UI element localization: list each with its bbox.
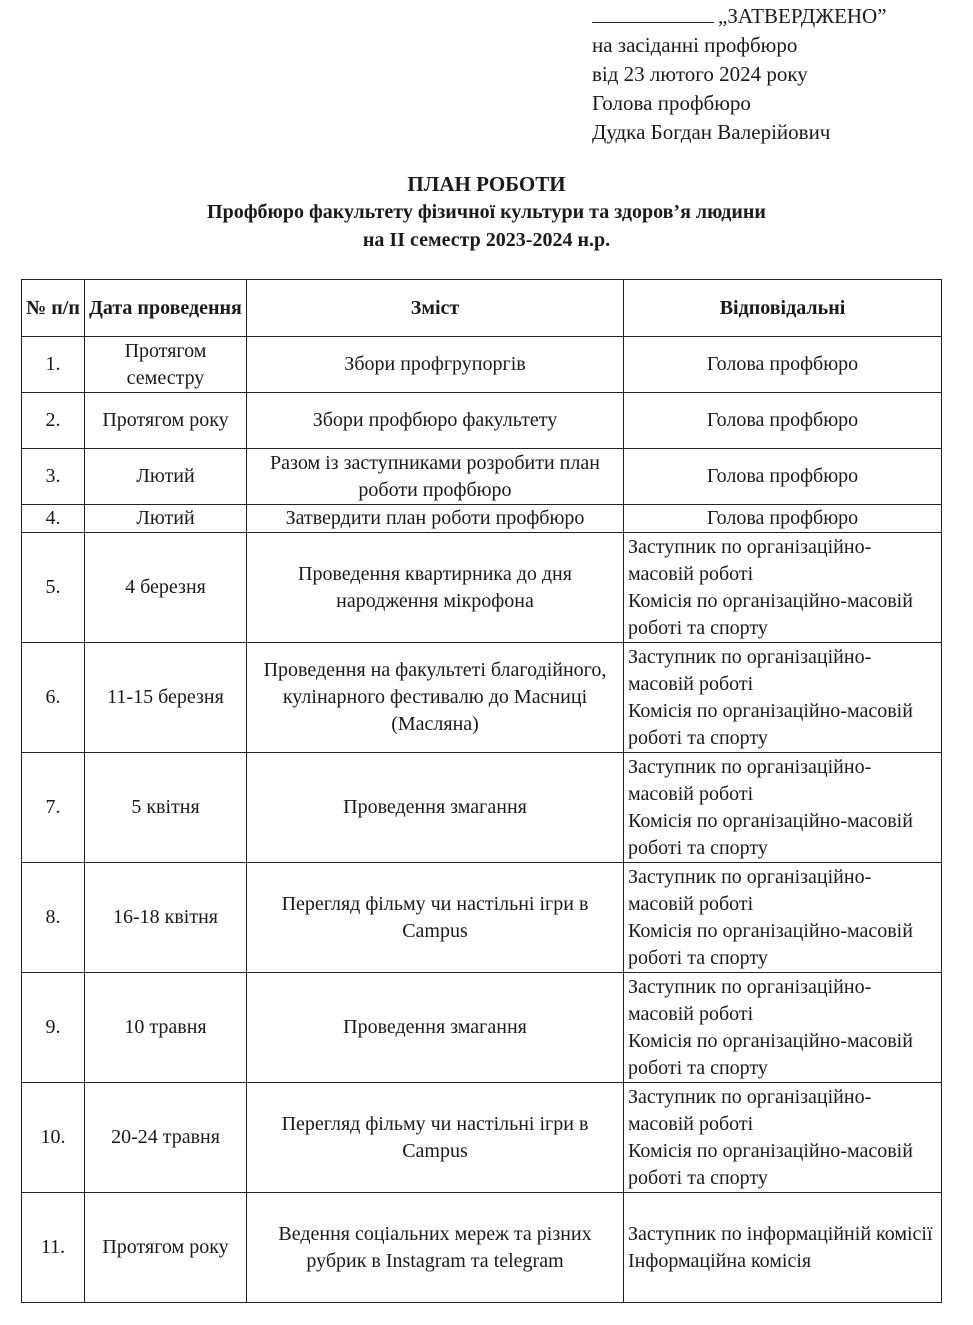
header-responsible: Відповідальні [624,280,942,337]
table-row [22,643,942,753]
row-number: 9. [22,973,85,1083]
row-date: 20-24 травня [85,1083,247,1193]
header-content: Зміст [247,280,624,337]
responsible-entry: Комісія по організаційно-масовій роботі та спорту [628,809,913,859]
approval-date: від 23 лютого 2024 року [592,62,808,86]
document-title [0,170,973,254]
row-content: Затвердити план роботи профбюро [247,505,624,533]
row-content: Проведення квартирника до дня народження мікрофона [247,533,624,643]
table-row [22,1193,942,1303]
row-number: 2. [22,393,85,449]
plan-period: на ІІ семестр 2023-2024 н.р. [362,229,611,251]
row-responsible [624,973,942,1083]
responsible-entry: Заступник по організаційно-масовій роботі [628,1085,872,1135]
row-date: 4 березня [85,533,247,643]
approval-meeting: на засіданні профбюро [592,33,798,57]
row-date: 5 квітня [85,753,247,863]
row-number: 10. [22,1083,85,1193]
row-responsible [624,1083,942,1193]
signature-line [592,4,714,23]
header-date: Дата проведення [85,280,247,337]
row-date: 10 травня [85,973,247,1083]
responsible-entry: Голова профбюро [706,465,859,487]
responsible-entry: Голова профбюро [706,409,859,431]
row-date: 16-18 квітня [85,863,247,973]
row-date: 11-15 березня [85,643,247,753]
table-row [22,753,942,863]
responsible-entry: Комісія по організаційно-масовій роботі та спорту [628,1029,913,1079]
plan-subtitle: Профбюро факультету фізичної культури та здоров’я людини [207,201,766,223]
row-responsible [624,753,942,863]
row-date: Лютий [85,505,247,533]
row-number: 6. [22,643,85,753]
row-responsible [624,1193,942,1303]
table-row [22,1083,942,1193]
row-number: 11. [22,1193,85,1303]
plan-title: ПЛАН РОБОТИ [407,172,566,196]
table-header-row [22,280,942,337]
responsible-entry: Заступник по організаційно-масовій роботі [628,975,872,1025]
row-content: Збори профбюро факультету [247,393,624,449]
row-date: Лютий [85,449,247,505]
responsible-entry: Комісія по організаційно-масовій роботі та спорту [628,589,913,639]
approval-position: Голова профбюро [592,91,751,115]
approval-name: Дудка Богдан Валерійович [592,120,831,144]
row-content: Проведення змагання [247,753,624,863]
row-content: Проведення на факультеті благодійного, кулінарного фестивалю до Масниці (Масляна) [247,643,624,753]
row-responsible [624,533,942,643]
header-num: № п/п [22,280,85,337]
row-number: 8. [22,863,85,973]
responsible-entry: Заступник по організаційно-масовій роботі [628,865,872,915]
row-responsible [624,505,942,533]
table-row [22,973,942,1083]
table-row [22,505,942,533]
row-content: Разом із заступниками розробити план роботи профбюро [247,449,624,505]
row-responsible [624,643,942,753]
row-content: Збори профгрупоргів [247,337,624,393]
responsible-entry: Заступник по організаційно-масовій роботі [628,755,872,805]
row-content: Перегляд фільму чи настільні ігри в Campus [247,1083,624,1193]
approval-block [592,2,887,147]
responsible-entry: Заступник по організаційно-масовій роботі [628,645,872,695]
approval-stamp-line [592,2,887,31]
row-content: Ведення соціальних мереж та різних рубрик в Instagram та telegram [247,1193,624,1303]
approval-stamp: „ЗАТВЕРДЖЕНО” [718,4,887,28]
row-content: Проведення змагання [247,973,624,1083]
row-responsible [624,449,942,505]
row-date: Протягом року [85,393,247,449]
row-date: Протягом року [85,1193,247,1303]
plan-table [21,279,942,1303]
row-number: 7. [22,753,85,863]
responsible-entry: Комісія по організаційно-масовій роботі та спорту [628,699,913,749]
row-number: 3. [22,449,85,505]
responsible-entry: Заступник по організаційно-масовій роботі [628,535,872,585]
table-row [22,533,942,643]
table-row [22,393,942,449]
row-responsible [624,393,942,449]
row-date: Протягом семестру [85,337,247,393]
responsible-entry: Заступник по інформаційній комісії [628,1222,933,1245]
responsible-entry: Інформаційна комісія [628,1249,812,1272]
table-row [22,863,942,973]
table-row [22,337,942,393]
responsible-entry: Голова профбюро [706,507,859,529]
row-number: 5. [22,533,85,643]
table-row [22,449,942,505]
row-responsible [624,337,942,393]
row-content: Перегляд фільму чи настільні ігри в Campus [247,863,624,973]
responsible-entry: Комісія по організаційно-масовій роботі та спорту [628,919,913,969]
row-number: 4. [22,505,85,533]
responsible-entry: Комісія по організаційно-масовій роботі та спорту [628,1139,913,1189]
responsible-entry: Голова профбюро [706,353,859,375]
row-responsible [624,863,942,973]
table-body [22,337,942,1303]
row-number: 1. [22,337,85,393]
